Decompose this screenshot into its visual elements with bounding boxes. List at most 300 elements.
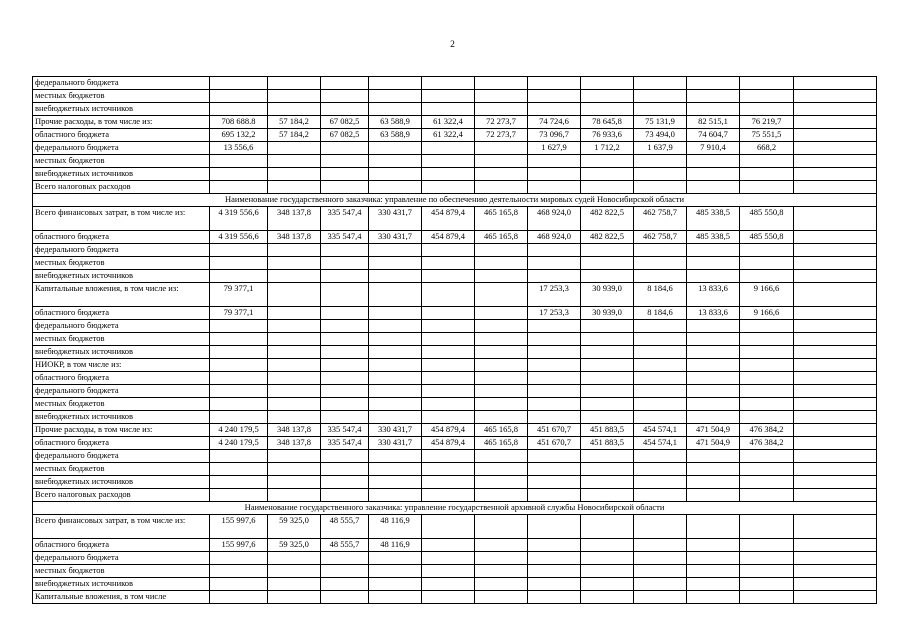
value-cell (268, 591, 321, 604)
value-cell (794, 244, 877, 257)
value-cell (268, 489, 321, 502)
row-label: местных бюджетов (33, 90, 210, 103)
value-cell (210, 372, 268, 385)
table-row (33, 103, 877, 116)
value-cell (210, 181, 268, 194)
value-cell (740, 489, 794, 502)
section-header-row (33, 194, 877, 207)
value-cell (369, 142, 422, 155)
value-cell: 4 319 556,6 (210, 231, 268, 244)
value-cell (634, 463, 687, 476)
value-cell (528, 591, 581, 604)
value-cell (740, 539, 794, 552)
value-cell (475, 539, 528, 552)
value-cell: 59 325,0 (268, 539, 321, 552)
value-cell (475, 283, 528, 307)
value-cell (687, 90, 740, 103)
table-body (33, 77, 877, 604)
value-cell: 454 879,4 (422, 437, 475, 450)
value-cell: 330 431,7 (369, 437, 422, 450)
value-cell (475, 155, 528, 168)
value-cell (740, 565, 794, 578)
value-cell (528, 103, 581, 116)
value-cell: 485 550,8 (740, 207, 794, 231)
value-cell (369, 450, 422, 463)
value-cell (268, 552, 321, 565)
table-row (33, 591, 877, 604)
value-cell (210, 463, 268, 476)
value-cell (794, 129, 877, 142)
value-cell (369, 578, 422, 591)
value-cell (422, 307, 475, 320)
value-cell: 668,2 (740, 142, 794, 155)
value-cell (634, 476, 687, 489)
value-cell: 61 322,4 (422, 129, 475, 142)
value-cell (528, 398, 581, 411)
value-cell (321, 307, 369, 320)
value-cell (528, 463, 581, 476)
value-cell (794, 437, 877, 450)
value-cell (528, 515, 581, 539)
value-cell (581, 103, 634, 116)
page-number: 2 (450, 40, 455, 50)
value-cell (687, 372, 740, 385)
value-cell (475, 77, 528, 90)
value-cell (210, 359, 268, 372)
value-cell (321, 552, 369, 565)
value-cell (687, 411, 740, 424)
value-cell (268, 244, 321, 257)
value-cell (740, 244, 794, 257)
value-cell: 468 924,0 (528, 207, 581, 231)
value-cell: 63 588,9 (369, 129, 422, 142)
value-cell (210, 155, 268, 168)
value-cell (321, 270, 369, 283)
value-cell (740, 591, 794, 604)
value-cell: 465 165,8 (475, 424, 528, 437)
value-cell (321, 411, 369, 424)
value-cell (581, 77, 634, 90)
value-cell (794, 385, 877, 398)
table-row (33, 372, 877, 385)
value-cell: 75 131,9 (634, 116, 687, 129)
value-cell (422, 411, 475, 424)
row-label: федерального бюджета (33, 450, 210, 463)
value-cell (475, 181, 528, 194)
row-label: федерального бюджета (33, 320, 210, 333)
value-cell (422, 450, 475, 463)
value-cell: 8 184,6 (634, 283, 687, 307)
value-cell (422, 398, 475, 411)
value-cell (422, 181, 475, 194)
value-cell (740, 346, 794, 359)
table-row (33, 424, 877, 437)
value-cell: 4 319 556,6 (210, 207, 268, 231)
value-cell (422, 591, 475, 604)
value-cell (422, 359, 475, 372)
value-cell (268, 333, 321, 346)
row-label: Капитальные вложения, в том числе из: (33, 283, 210, 307)
value-cell (369, 90, 422, 103)
value-cell (794, 103, 877, 116)
value-cell (268, 450, 321, 463)
value-cell (581, 591, 634, 604)
table-row (33, 155, 877, 168)
value-cell (268, 103, 321, 116)
table-row (33, 463, 877, 476)
value-cell: 73 494,0 (634, 129, 687, 142)
value-cell (475, 244, 528, 257)
value-cell (268, 372, 321, 385)
value-cell (794, 398, 877, 411)
value-cell: 73 096,7 (528, 129, 581, 142)
value-cell (475, 565, 528, 578)
value-cell: 335 547,4 (321, 424, 369, 437)
value-cell (634, 333, 687, 346)
value-cell: 1 637,9 (634, 142, 687, 155)
value-cell (210, 565, 268, 578)
value-cell (422, 257, 475, 270)
value-cell: 7 910,4 (687, 142, 740, 155)
value-cell (794, 578, 877, 591)
value-cell (268, 257, 321, 270)
value-cell (268, 346, 321, 359)
value-cell: 9 166,6 (740, 307, 794, 320)
value-cell (581, 463, 634, 476)
row-label: федерального бюджета (33, 77, 210, 90)
value-cell: 8 184,6 (634, 307, 687, 320)
table-row (33, 359, 877, 372)
value-cell: 485 338,5 (687, 231, 740, 244)
value-cell (634, 372, 687, 385)
value-cell (687, 244, 740, 257)
value-cell (321, 142, 369, 155)
value-cell (687, 385, 740, 398)
value-cell: 471 504,9 (687, 437, 740, 450)
value-cell (422, 270, 475, 283)
value-cell (794, 463, 877, 476)
value-cell: 48 116,9 (369, 515, 422, 539)
row-label: областного бюджета (33, 129, 210, 142)
value-cell (794, 476, 877, 489)
value-cell (321, 359, 369, 372)
value-cell (210, 90, 268, 103)
table-row (33, 450, 877, 463)
value-cell (794, 346, 877, 359)
value-cell (475, 372, 528, 385)
table-row (33, 129, 877, 142)
value-cell (634, 346, 687, 359)
value-cell (321, 181, 369, 194)
value-cell (422, 77, 475, 90)
value-cell: 67 082,5 (321, 116, 369, 129)
value-cell (528, 244, 581, 257)
value-cell (369, 346, 422, 359)
value-cell (321, 77, 369, 90)
value-cell: 48 116,9 (369, 539, 422, 552)
value-cell (740, 90, 794, 103)
value-cell: 348 137,8 (268, 207, 321, 231)
row-label: Прочие расходы, в том числе из: (33, 116, 210, 129)
value-cell (634, 90, 687, 103)
value-cell (740, 320, 794, 333)
value-cell (475, 515, 528, 539)
value-cell (475, 346, 528, 359)
value-cell (687, 565, 740, 578)
value-cell: 451 670,7 (528, 424, 581, 437)
value-cell (794, 77, 877, 90)
value-cell (369, 591, 422, 604)
value-cell (475, 450, 528, 463)
value-cell (422, 385, 475, 398)
value-cell (369, 489, 422, 502)
value-cell (581, 90, 634, 103)
row-label: местных бюджетов (33, 257, 210, 270)
value-cell (687, 515, 740, 539)
value-cell (268, 411, 321, 424)
value-cell: 30 939,0 (581, 283, 634, 307)
value-cell: 454 879,4 (422, 424, 475, 437)
row-label: областного бюджета (33, 437, 210, 450)
value-cell (634, 155, 687, 168)
value-cell: 78 645,8 (581, 116, 634, 129)
value-cell (268, 155, 321, 168)
value-cell (475, 411, 528, 424)
value-cell: 468 924,0 (528, 231, 581, 244)
value-cell (321, 450, 369, 463)
value-cell: 79 377,1 (210, 307, 268, 320)
value-cell (268, 270, 321, 283)
value-cell (210, 591, 268, 604)
value-cell (794, 231, 877, 244)
value-cell (475, 591, 528, 604)
table-row (33, 346, 877, 359)
table-row (33, 515, 877, 539)
value-cell: 1 627,9 (528, 142, 581, 155)
value-cell: 348 137,8 (268, 424, 321, 437)
value-cell (321, 103, 369, 116)
value-cell (422, 565, 475, 578)
table-row (33, 333, 877, 346)
value-cell (687, 539, 740, 552)
value-cell (528, 155, 581, 168)
value-cell (687, 450, 740, 463)
value-cell: 4 240 179,5 (210, 424, 268, 437)
value-cell (369, 398, 422, 411)
value-cell: 330 431,7 (369, 424, 422, 437)
value-cell (210, 244, 268, 257)
value-cell (528, 181, 581, 194)
value-cell (475, 90, 528, 103)
value-cell (422, 476, 475, 489)
value-cell (581, 155, 634, 168)
table-row (33, 283, 877, 307)
value-cell (475, 385, 528, 398)
value-cell (634, 168, 687, 181)
value-cell (687, 320, 740, 333)
value-cell (740, 168, 794, 181)
value-cell: 708 688.8 (210, 116, 268, 129)
value-cell (321, 244, 369, 257)
value-cell (794, 489, 877, 502)
value-cell (268, 476, 321, 489)
value-cell (794, 591, 877, 604)
value-cell (422, 103, 475, 116)
value-cell (794, 116, 877, 129)
value-cell (794, 333, 877, 346)
value-cell (369, 411, 422, 424)
row-label: внебюджетных источников (33, 346, 210, 359)
row-label: НИОКР, в том числе из: (33, 359, 210, 372)
value-cell: 465 165,8 (475, 231, 528, 244)
value-cell: 72 273,7 (475, 116, 528, 129)
value-cell (581, 489, 634, 502)
value-cell (687, 257, 740, 270)
table-row (33, 142, 877, 155)
row-label: местных бюджетов (33, 333, 210, 346)
table-row (33, 565, 877, 578)
value-cell (634, 539, 687, 552)
value-cell (422, 142, 475, 155)
value-cell (210, 333, 268, 346)
value-cell (422, 515, 475, 539)
value-cell (634, 578, 687, 591)
value-cell (268, 181, 321, 194)
value-cell (321, 372, 369, 385)
value-cell (528, 270, 581, 283)
table-row (33, 307, 877, 320)
value-cell (740, 270, 794, 283)
value-cell: 13 556,6 (210, 142, 268, 155)
value-cell: 451 883,5 (581, 424, 634, 437)
value-cell (422, 552, 475, 565)
value-cell (581, 450, 634, 463)
value-cell (210, 257, 268, 270)
value-cell (422, 155, 475, 168)
row-label: внебюджетных источников (33, 411, 210, 424)
value-cell (321, 476, 369, 489)
value-cell: 330 431,7 (369, 231, 422, 244)
value-cell (634, 257, 687, 270)
value-cell (794, 257, 877, 270)
value-cell (581, 346, 634, 359)
value-cell (581, 539, 634, 552)
value-cell: 482 822,5 (581, 231, 634, 244)
value-cell: 57 184,2 (268, 129, 321, 142)
value-cell (634, 320, 687, 333)
value-cell (794, 307, 877, 320)
row-label: федерального бюджета (33, 385, 210, 398)
value-cell (528, 539, 581, 552)
row-label: Всего финансовых затрат, в том числе из: (33, 207, 210, 231)
section-header: Наименование государственного заказчика: управление по обеспечению деятельности мировых судей Новосибирской области (33, 194, 877, 207)
value-cell (740, 450, 794, 463)
value-cell (634, 552, 687, 565)
value-cell: 155 997,6 (210, 539, 268, 552)
value-cell (634, 270, 687, 283)
value-cell (634, 489, 687, 502)
value-cell (422, 320, 475, 333)
value-cell (210, 77, 268, 90)
value-cell (528, 411, 581, 424)
value-cell (210, 476, 268, 489)
value-cell: 82 515,1 (687, 116, 740, 129)
value-cell (528, 372, 581, 385)
value-cell: 67 082,5 (321, 129, 369, 142)
value-cell (528, 77, 581, 90)
value-cell (268, 90, 321, 103)
value-cell (369, 359, 422, 372)
value-cell: 61 322,4 (422, 116, 475, 129)
value-cell: 9 166,6 (740, 283, 794, 307)
value-cell (528, 489, 581, 502)
value-cell (321, 385, 369, 398)
value-cell: 75 551,5 (740, 129, 794, 142)
value-cell (369, 476, 422, 489)
value-cell (687, 346, 740, 359)
value-cell (794, 181, 877, 194)
table-row (33, 320, 877, 333)
value-cell (475, 398, 528, 411)
value-cell: 462 758,7 (634, 231, 687, 244)
value-cell (581, 411, 634, 424)
value-cell (528, 168, 581, 181)
value-cell (475, 257, 528, 270)
value-cell (687, 489, 740, 502)
value-cell: 79 377,1 (210, 283, 268, 307)
value-cell (210, 103, 268, 116)
value-cell (268, 359, 321, 372)
row-label: Всего налоговых расходов (33, 489, 210, 502)
value-cell (369, 77, 422, 90)
value-cell: 59 325,0 (268, 515, 321, 539)
value-cell (321, 463, 369, 476)
value-cell (794, 90, 877, 103)
value-cell (268, 283, 321, 307)
value-cell (268, 565, 321, 578)
value-cell (210, 552, 268, 565)
value-cell (634, 77, 687, 90)
value-cell (369, 155, 422, 168)
value-cell (740, 77, 794, 90)
value-cell (422, 372, 475, 385)
value-cell (210, 411, 268, 424)
value-cell (210, 385, 268, 398)
value-cell (369, 372, 422, 385)
row-label: внебюджетных источников (33, 168, 210, 181)
value-cell (794, 168, 877, 181)
value-cell: 76 933,6 (581, 129, 634, 142)
value-cell (268, 320, 321, 333)
value-cell: 63 588,9 (369, 116, 422, 129)
value-cell (268, 307, 321, 320)
value-cell (581, 565, 634, 578)
value-cell (528, 359, 581, 372)
value-cell (475, 333, 528, 346)
table-row (33, 476, 877, 489)
value-cell (634, 515, 687, 539)
value-cell (422, 578, 475, 591)
value-cell (687, 333, 740, 346)
value-cell: 4 240 179,5 (210, 437, 268, 450)
value-cell: 451 670,7 (528, 437, 581, 450)
value-cell (740, 257, 794, 270)
row-label: Прочие расходы, в том числе из: (33, 424, 210, 437)
value-cell: 48 555,7 (321, 515, 369, 539)
value-cell (794, 515, 877, 539)
value-cell (581, 515, 634, 539)
value-cell (422, 346, 475, 359)
